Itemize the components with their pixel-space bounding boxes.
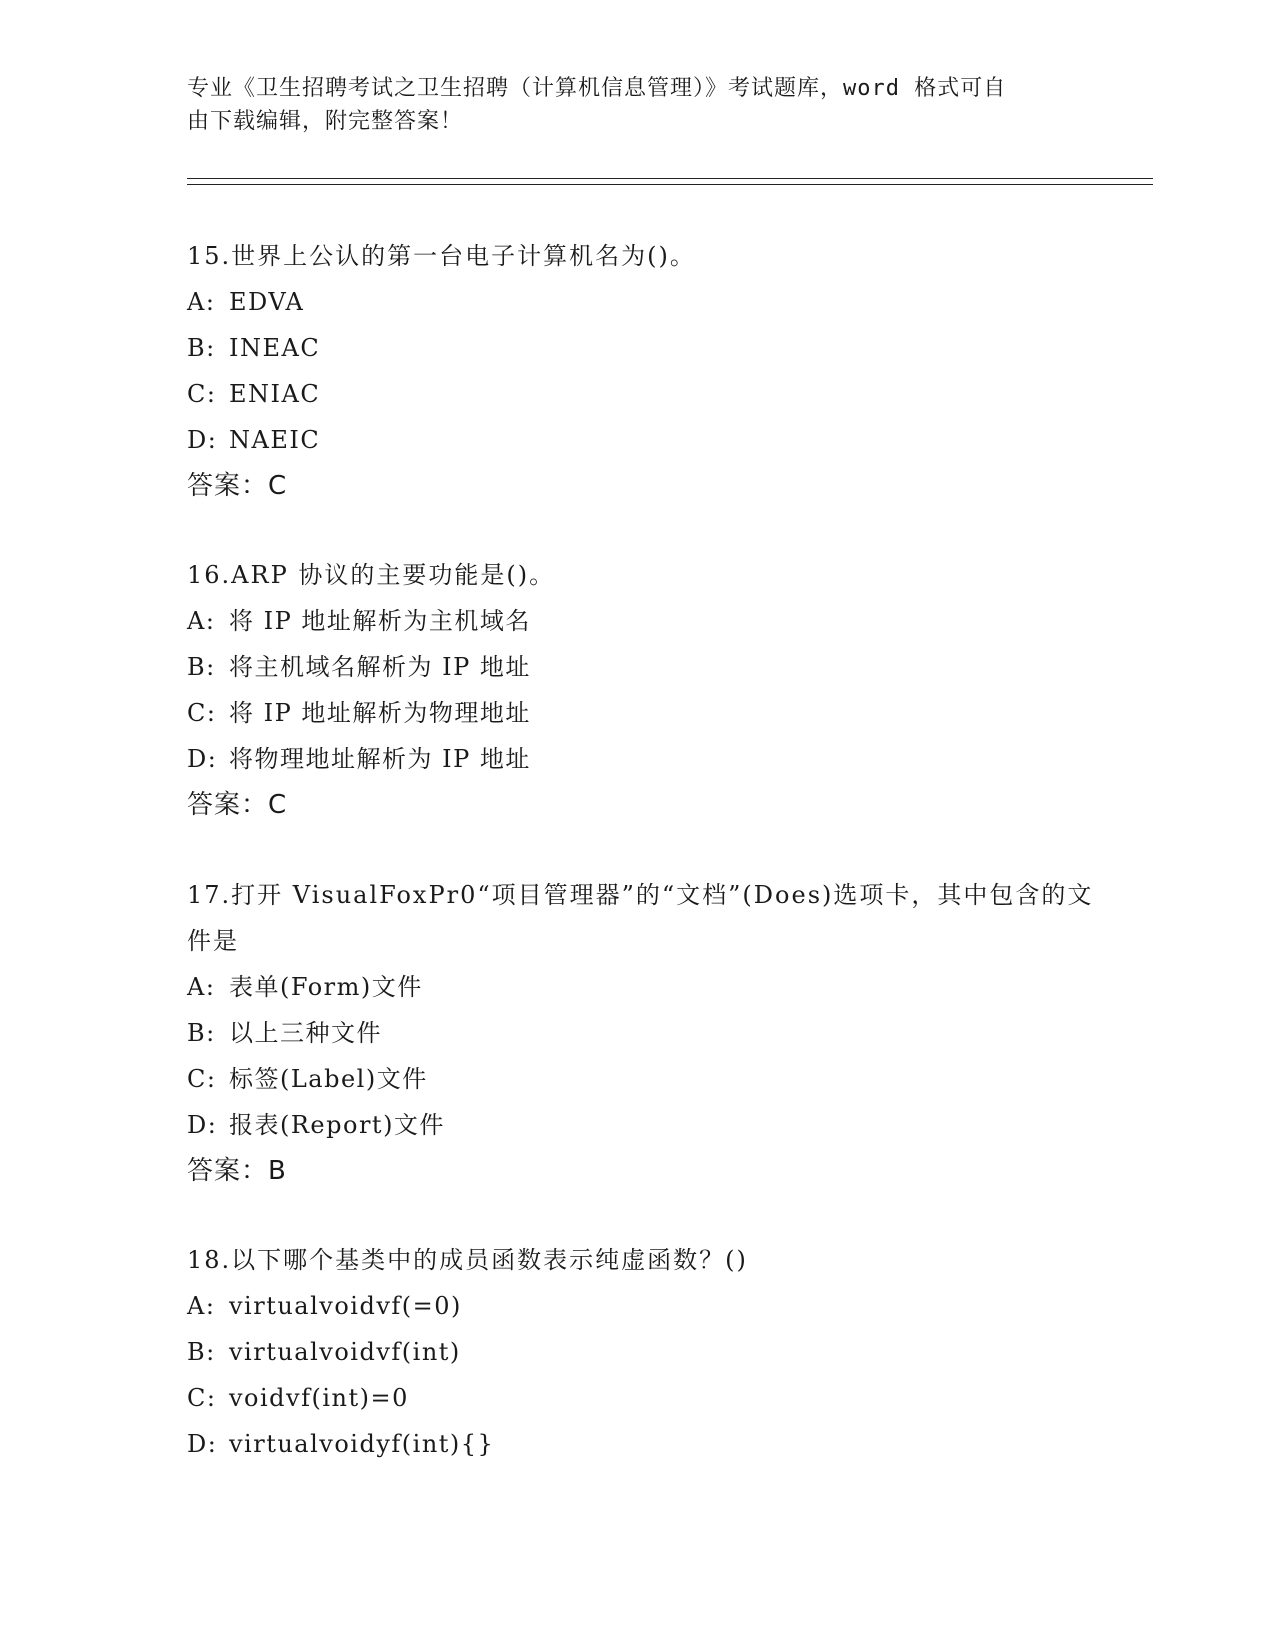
option-letter: A:	[187, 607, 216, 635]
option-letter: B:	[187, 1338, 216, 1366]
option-letter: A:	[187, 288, 216, 316]
question-18	[187, 1237, 1107, 1467]
answer-line: 答案：B	[187, 1156, 287, 1186]
header-intro-line-2: 由下载编辑，附完整答案！	[187, 109, 464, 134]
question-17	[187, 872, 1107, 1194]
option-letter: C:	[187, 699, 217, 727]
answer-line: 答案：C	[187, 790, 288, 820]
option-text: 表单(Form)文件	[229, 973, 423, 1001]
option-text: ENIAC	[229, 380, 321, 408]
question-16	[187, 552, 1107, 828]
option-text: virtualvoidyf(int){}	[229, 1430, 495, 1458]
option-letter: B:	[187, 653, 216, 681]
option-letter: D:	[187, 1111, 218, 1139]
question-stem: 15.世界上公认的第一台电子计算机名为()。	[187, 242, 696, 270]
option-text: NAEIC	[229, 426, 321, 454]
option-d	[187, 1102, 1107, 1148]
option-a	[187, 1283, 1107, 1329]
option-a	[187, 964, 1107, 1010]
option-text: virtualvoidvf(int)	[229, 1338, 461, 1366]
option-text: 将 IP 地址解析为物理地址	[229, 699, 531, 727]
option-text: INEAC	[229, 334, 321, 362]
option-b	[187, 644, 1107, 690]
option-a	[187, 598, 1107, 644]
option-text: 以上三种文件	[229, 1019, 382, 1047]
option-c	[187, 1056, 1107, 1102]
option-text: EDVA	[229, 288, 305, 316]
option-text: 将 IP 地址解析为主机域名	[229, 607, 531, 635]
option-d	[187, 1421, 1107, 1467]
option-c	[187, 371, 1107, 417]
header-divider-top	[187, 178, 1153, 179]
question-15	[187, 233, 1107, 509]
header-intro-line-1: 专业《卫生招聘考试之卫生招聘（计算机信息管理）》考试题库，word 格式可自	[187, 76, 1007, 101]
header-divider-bottom	[187, 184, 1153, 185]
option-letter: C:	[187, 380, 217, 408]
option-c	[187, 690, 1107, 736]
option-b	[187, 325, 1107, 371]
option-text: 标签(Label)文件	[229, 1065, 428, 1093]
option-text: 将物理地址解析为 IP 地址	[229, 745, 531, 773]
option-letter: A:	[187, 973, 216, 1001]
option-letter: A:	[187, 1292, 216, 1320]
question-stem: 18.以下哪个基类中的成员函数表示纯虚函数？()	[187, 1246, 748, 1274]
question-stem: 17.打开 VisualFoxPr0“项目管理器”的“文档”(Does)选项卡，其中包含的文件是	[187, 881, 1094, 955]
option-d	[187, 736, 1107, 782]
document-header	[187, 72, 1077, 138]
option-letter: C:	[187, 1384, 217, 1412]
option-letter: B:	[187, 1019, 216, 1047]
option-b	[187, 1329, 1107, 1375]
option-text: 报表(Report)文件	[229, 1111, 445, 1139]
option-text: voidvf(int)=0	[229, 1384, 409, 1412]
option-letter: D:	[187, 426, 218, 454]
option-letter: C:	[187, 1065, 217, 1093]
option-letter: D:	[187, 1430, 218, 1458]
question-stem: 16.ARP 协议的主要功能是()。	[187, 561, 556, 589]
option-b	[187, 1010, 1107, 1056]
option-text: 将主机域名解析为 IP 地址	[229, 653, 531, 681]
option-letter: B:	[187, 334, 216, 362]
option-letter: D:	[187, 745, 218, 773]
option-d	[187, 417, 1107, 463]
option-c	[187, 1375, 1107, 1421]
option-a	[187, 279, 1107, 325]
option-text: virtualvoidvf(=0)	[229, 1292, 462, 1320]
answer-line: 答案：C	[187, 471, 288, 501]
